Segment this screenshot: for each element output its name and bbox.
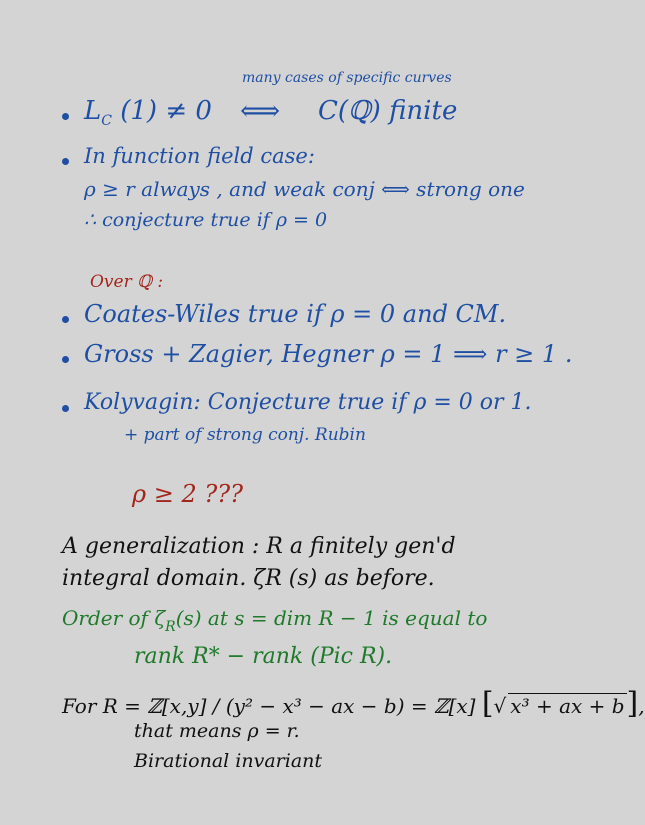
- generalization-line1: A generalization : R a finitely gen'd: [62, 534, 456, 559]
- gross-zagier: Gross + Zagier, Hegner ρ = 1 ⟹ r ≥ 1 .: [84, 340, 573, 368]
- coates-wiles: Coates-Wiles true if ρ = 0 and CM.: [84, 300, 507, 328]
- rho-question: ρ ≥ 2 ???: [132, 480, 243, 508]
- order-rest: (s) at s = dim R − 1 is equal to: [175, 606, 488, 630]
- for-r-left: For R = ℤ[x,y] / (y² − x³ − ax − b) = ℤ[x]: [62, 694, 476, 718]
- bullet-dot: [62, 405, 69, 412]
- birational-invariant: Birational invariant: [134, 750, 323, 772]
- left-bracket: [: [481, 686, 494, 721]
- sqrt-radicand: x³ + ax + b: [510, 694, 625, 718]
- sqrt-sign: √: [493, 694, 507, 718]
- zeta-subscript: R: [165, 619, 176, 635]
- generalization-line2: integral domain. ζR (s) as before.: [62, 566, 435, 591]
- for-r-end: ,: [638, 694, 645, 718]
- that-means: that means ρ = r.: [134, 720, 300, 742]
- order-of-zeta: [62, 606, 488, 635]
- order-text: Order of ζ: [62, 606, 166, 630]
- note-specific-curves: many cases of specific curves: [242, 70, 452, 86]
- function-field-line3: ∴ conjecture true if ρ = 0: [84, 209, 328, 231]
- function-field-heading: In function field case:: [84, 144, 315, 168]
- lc-main: L: [84, 96, 102, 126]
- right-bracket: ]: [626, 686, 639, 721]
- rank-difference: rank R* − rank (Pic R).: [134, 644, 393, 669]
- strong-conj-rubin: + part of strong conj. Rubin: [124, 425, 366, 445]
- bullet-dot: [62, 158, 69, 165]
- for-r-equation: [62, 686, 645, 721]
- bullet-dot: [62, 316, 69, 323]
- iff-arrow: ⟺: [240, 94, 281, 127]
- kolyvagin: Kolyvagin: Conjecture true if ρ = 0 or 1.: [84, 390, 532, 415]
- function-field-line2: ρ ≥ r always , and weak conj ⟺ strong one: [84, 177, 525, 201]
- lc-subscript: C: [101, 113, 112, 129]
- over-q-heading: Over ℚ :: [90, 272, 164, 292]
- bullet-dot: [62, 356, 69, 363]
- cq-finite: C(ℚ) finite: [318, 96, 458, 126]
- lc-rest: (1) ≠ 0: [120, 96, 212, 126]
- bullet-dot: [62, 113, 69, 120]
- lc-equation: [84, 96, 212, 129]
